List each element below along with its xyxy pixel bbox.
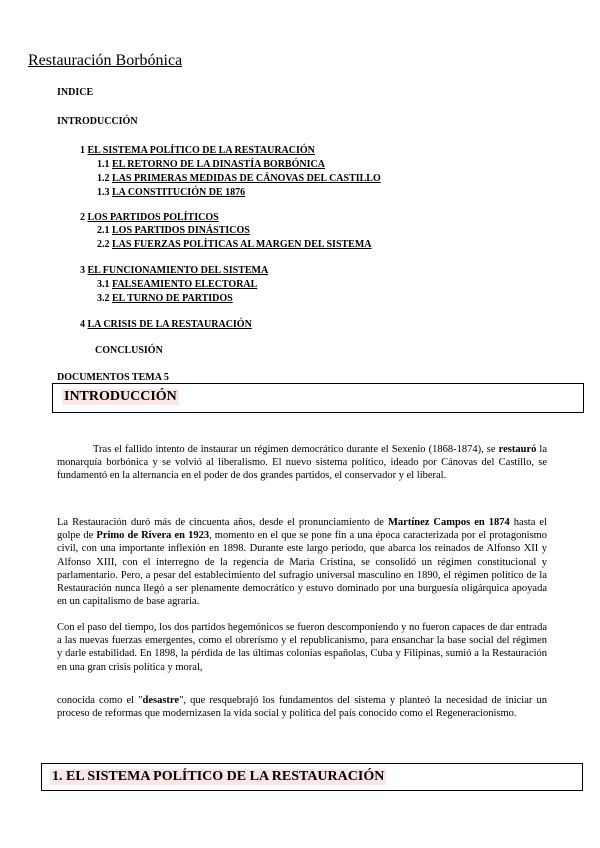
toc-link[interactable]: LA CONSTITUCIÓN DE 1876: [112, 187, 246, 198]
indice-heading: INDICE: [57, 87, 94, 98]
section-intro-box: [52, 383, 584, 413]
toc-item-1-1[interactable]: 1.1 EL RETORNO DE LA DINASTÍA BORBÓNICA: [97, 159, 325, 170]
conclusion-heading: CONCLUSIÓN: [95, 345, 163, 356]
page-title: Restauración Borbónica: [28, 52, 183, 69]
paragraph-2: La Restauración duró más de cincuenta años, desde el pronunciamiento de Martínez Campos en 1874 hasta el golpe de Primo de Rivera en 1923, momento en el que se pone fin a una época caracterizada por el protagonismo civil, con una importante inflexión en 1898. Durante este largo periodo, que abarca los reinados de Alfonso XII y Alfonso XIII, con el interregno de la regencia de María Cristina, se consolidó un régimen constitucional y parlamentario. Pero, a pesar del establecimiento del sufragio universal masculino en 1890, el régimen político de la Restauración nunca llegó a ser plenamente democrático y estuvo dominado por una burguesía oligárquica apoyada en un capitalismo de base agraria.: [57, 517, 547, 608]
paragraph-4: conocida como el "desastre", que resquebrajó los fundamentos del sistema y planteó la necesidad de iniciar un proceso de reformas que modernizasen la vida social y política del país conocido como el Regeneracionismo.: [57, 695, 547, 720]
section-1-box: [41, 763, 583, 791]
section-1-title: 1. EL SISTEMA POLÍTICO DE LA RESTAURACIÓN: [52, 769, 385, 784]
paragraph-3: Con el paso del tiempo, los dos partidos hegemónicos se fueron descomponiendo y no fueron capaces de dar entrada a las nuevas fuerzas emergentes, como el obrerismo y el republicanismo, para ensanchar la base social del régimen y darle estabilidad. En 1898, la pérdida de las últimas colonias españolas, Cuba y Filipinas, sumió a la Restauración en una gran crisis política y moral,: [57, 622, 547, 673]
toc-item-2-1[interactable]: 2.1 LOS PARTIDOS DINÁSTICOS: [97, 225, 250, 236]
toc-item-1-3[interactable]: 1.3 LA CONSTITUCIÓN DE 1876: [97, 187, 246, 198]
toc-link[interactable]: EL TURNO DE PARTIDOS: [112, 293, 233, 304]
toc-link[interactable]: LOS PARTIDOS DINÁSTICOS: [112, 225, 250, 236]
toc-link[interactable]: LA CRISIS DE LA RESTAURACIÓN: [87, 319, 252, 330]
toc-link[interactable]: LOS PARTIDOS POLÍTICOS: [87, 212, 219, 223]
toc-item-1-2[interactable]: 1.2 LAS PRIMERAS MEDIDAS DE CÁNOVAS DEL CASTILLO: [97, 173, 381, 184]
toc-link[interactable]: FALSEAMIENTO ELECTORAL: [112, 279, 258, 290]
section-intro-title: INTRODUCCIÓN: [64, 389, 177, 404]
toc-link[interactable]: LAS PRIMERAS MEDIDAS DE CÁNOVAS DEL CASTILLO: [112, 173, 381, 184]
paragraph-1: Tras el fallido intento de instaurar un régimen democrático durante el Sexenio (1868-1874), se restauró la monarquía borbónica y se volvió al liberalismo. El nuevo sistema político, ideado por Cánovas del Castillo, se fundamentó en la alternancia en el poder de dos grandes partidos, el conservador y el liberal.: [57, 444, 548, 482]
toc-link[interactable]: EL FUNCIONAMIENTO DEL SISTEMA: [87, 265, 269, 276]
toc-item-1[interactable]: 1 EL SISTEMA POLÍTICO DE LA RESTAURACIÓN: [80, 145, 315, 156]
toc-link[interactable]: EL RETORNO DE LA DINASTÍA BORBÓNICA: [112, 159, 325, 170]
toc-item-3-1[interactable]: 3.1 FALSEAMIENTO ELECTORAL: [97, 279, 258, 290]
introduccion-heading: INTRODUCCIÓN: [57, 116, 138, 127]
documentos-heading: DOCUMENTOS TEMA 5: [57, 372, 169, 383]
toc-item-2-2[interactable]: 2.2 LAS FUERZAS POLÍTICAS AL MARGEN DEL SISTEMA: [97, 239, 372, 250]
toc-link[interactable]: LAS FUERZAS POLÍTICAS AL MARGEN DEL SISTEMA: [112, 239, 372, 250]
toc-item-3[interactable]: 3 EL FUNCIONAMIENTO DEL SISTEMA: [80, 265, 269, 276]
toc-link[interactable]: EL SISTEMA POLÍTICO DE LA RESTAURACIÓN: [87, 145, 315, 156]
toc-item-4[interactable]: 4 LA CRISIS DE LA RESTAURACIÓN: [80, 319, 252, 330]
toc-item-2[interactable]: 2 LOS PARTIDOS POLÍTICOS: [80, 212, 219, 223]
toc-item-3-2[interactable]: 3.2 EL TURNO DE PARTIDOS: [97, 293, 233, 304]
